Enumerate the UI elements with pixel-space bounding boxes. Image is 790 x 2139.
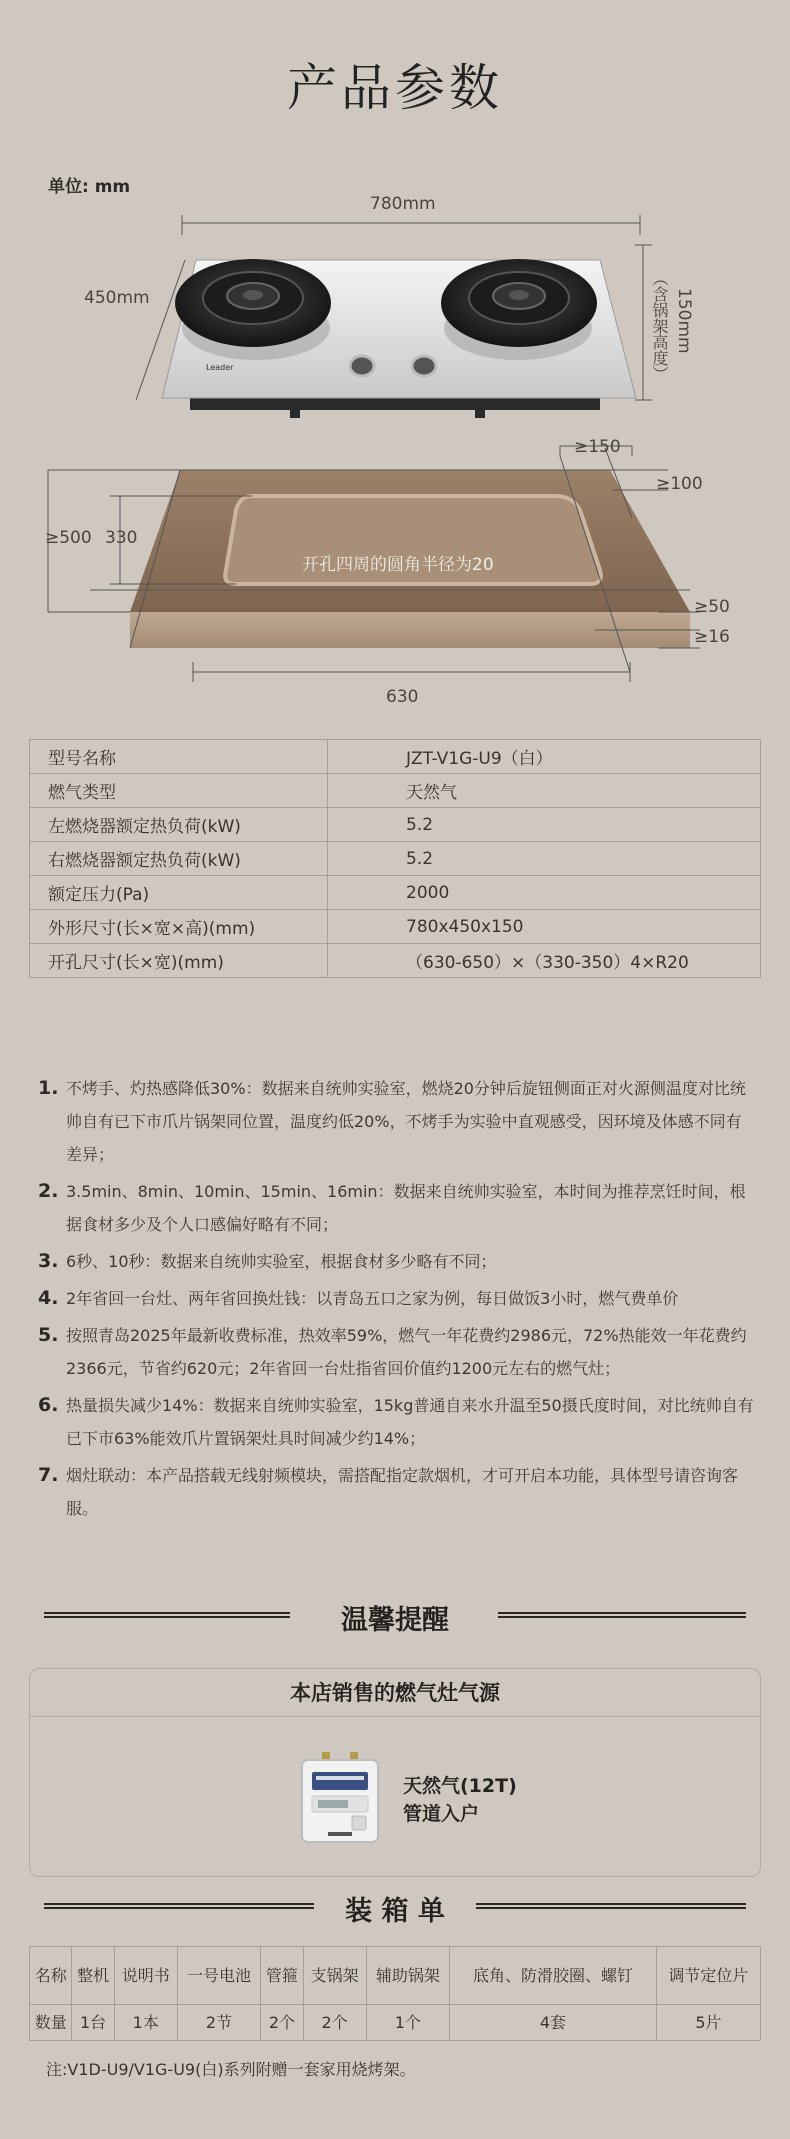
cooktop: [162, 259, 636, 418]
note-item: [38, 1389, 756, 1455]
packing-header-cell: 整机: [72, 1947, 114, 2005]
gas-card-title: 本店销售的燃气灶气源: [30, 1669, 760, 1717]
gas-type-line1: 天然气(12T): [403, 1775, 517, 1797]
gap-front-label: ≥50: [694, 597, 730, 617]
packing-title: 装 箱 单: [345, 1896, 445, 1927]
depth-label: 450mm: [84, 288, 150, 308]
note-number: 1.: [38, 1077, 59, 1099]
spec-row: [30, 910, 761, 944]
footnote: 注:V1D-U9/V1G-U9(白)系列附赠一套家用烧烤架。: [46, 2060, 416, 2079]
spec-key: 外形尺寸(长×宽×高)(mm): [30, 910, 328, 944]
packing-quantity-cell: 数量: [30, 2005, 72, 2041]
width-dimension: [182, 215, 640, 235]
note-text: 3.5min、8min、10min、15min、16min：数据来自统帅实验室，本时间为推荐烹饪时间，根据食材多少及个人口感偏好略有不同；: [66, 1182, 746, 1234]
brand-logo: Leader: [206, 363, 234, 372]
spec-key: 额定压力(Pa): [30, 876, 328, 910]
packing-header-cell: 管箍: [261, 1947, 303, 2005]
note-text: 热量损失减少14%：数据来自统帅实验室，15kg普通自来水升温至50摄氏度时间，对比统帅自有已下市63%能效爪片置锅架灶具时间减少约14%；: [66, 1396, 754, 1448]
gas-source-card: [29, 1668, 761, 1877]
note-item: [38, 1175, 756, 1241]
packing-quantity-cell: 1本: [114, 2005, 177, 2041]
control-knob-left: [350, 356, 374, 376]
note-item: [38, 1282, 756, 1315]
note-number: 7.: [38, 1464, 59, 1486]
note-text: 烟灶联动：本产品搭载无线射频模块，需搭配指定款烟机，才可开启本功能，具体型号请咨询客服。: [66, 1466, 739, 1518]
packing-header-cell: 辅助锅架: [366, 1947, 450, 2005]
spec-value: （630-650）×（330-350）4×R20: [328, 944, 761, 978]
packing-quantity-cell: 1个: [366, 2005, 450, 2041]
spec-value: 5.2: [328, 842, 761, 876]
reminder-title: 温馨提醒: [341, 1605, 449, 1636]
note-number: 2.: [38, 1180, 59, 1202]
spec-value: 2000: [328, 876, 761, 910]
spec-value: 天然气: [328, 774, 761, 808]
packing-quantity-cell: 2个: [261, 2005, 303, 2041]
gas-type-text: [403, 1772, 517, 1828]
packing-header-row: [30, 1947, 761, 2005]
spec-table: [29, 739, 761, 978]
note-item: [38, 1072, 756, 1171]
spec-row: [30, 944, 761, 978]
spec-key: 开孔尺寸(长×宽)(mm): [30, 944, 328, 978]
spec-row: [30, 808, 761, 842]
packing-quantity-cell: 2节: [177, 2005, 261, 2041]
packing-header-cell: 名称: [30, 1947, 72, 2005]
spec-value: 780x450x150: [328, 910, 761, 944]
note-number: 6.: [38, 1394, 59, 1416]
packing-quantity-cell: 5片: [656, 2005, 760, 2041]
note-text: 按照青岛2025年最新收费标准，热效率59%，燃气一年花费约2986元，72%热能效一年花费约2366元，节省约620元；2年省回一台灶指省回价值约1200元左右的燃气灶；: [66, 1326, 747, 1378]
spec-value: 5.2: [328, 808, 761, 842]
cutout-width-label: 630: [386, 687, 419, 707]
dimension-diagram: [0, 200, 790, 720]
notes-list: [38, 1072, 756, 1529]
spec-row: [30, 876, 761, 910]
packing-header-cell: 调节定位片: [656, 1947, 760, 2005]
note-text: 不烤手、灼热感降低30%：数据来自统帅实验室，燃烧20分钟后旋钮侧面正对火源侧温度对比统帅自有已下市爪片锅架同位置，温度约低20%，不烤手为实验中直观感受，因环境及体感不同有差异；: [66, 1079, 746, 1164]
gap-right-label: ≥100: [656, 474, 703, 494]
gap-top-label: ≥150: [574, 437, 621, 457]
packing-header-cell: 底角、防滑胶圈、螺钉: [450, 1947, 657, 2005]
spec-key: 右燃烧器额定热负荷(kW): [30, 842, 328, 876]
note-text: 2年省回一台灶、两年省回换灶钱：以青岛五口之家为例，每日做饭3小时，燃气费单价: [66, 1289, 679, 1308]
note-number: 5.: [38, 1324, 59, 1346]
control-knob-right: [412, 356, 436, 376]
spec-row: [30, 740, 761, 774]
spec-value: JZT-V1G-U9（白）: [328, 740, 761, 774]
packing-table: [29, 1946, 761, 2041]
packing-header-cell: 一号电池: [177, 1947, 261, 2005]
spec-row: [30, 842, 761, 876]
spec-key: 型号名称: [30, 740, 328, 774]
packing-quantity-row: [30, 2005, 761, 2041]
gas-type-line2: 管道入户: [403, 1803, 480, 1825]
unit-label: 单位: mm: [48, 177, 131, 197]
note-text: 6秒、10秒：数据来自统帅实验室，根据食材多少略有不同；: [66, 1252, 497, 1271]
packing-quantity-cell: 4套: [450, 2005, 657, 2041]
packing-header-cell: 说明书: [114, 1947, 177, 2005]
cutout-note: 开孔四周的圆角半径为20: [302, 555, 494, 575]
spec-row: [30, 774, 761, 808]
packing-header-cell: 支锅架: [303, 1947, 366, 2005]
width-label: 780mm: [370, 194, 436, 214]
note-number: 3.: [38, 1250, 59, 1272]
height-note: （含锅架高度）: [650, 270, 669, 382]
page-title: 产品参数: [287, 59, 503, 117]
gas-meter-icon: [298, 1750, 382, 1846]
note-item: [38, 1459, 756, 1525]
packing-quantity-cell: 2个: [303, 2005, 366, 2041]
board-thickness-label: ≥16: [694, 627, 730, 647]
note-item: [38, 1319, 756, 1385]
note-item: [38, 1245, 756, 1278]
cutout-hole-depth-label: 330: [105, 528, 138, 548]
cutout-depth-label: ≥500: [45, 528, 92, 548]
height-label: 150mm: [674, 288, 694, 354]
spec-key: 左燃烧器额定热负荷(kW): [30, 808, 328, 842]
note-number: 4.: [38, 1287, 59, 1309]
packing-quantity-cell: 1台: [72, 2005, 114, 2041]
spec-key: 燃气类型: [30, 774, 328, 808]
